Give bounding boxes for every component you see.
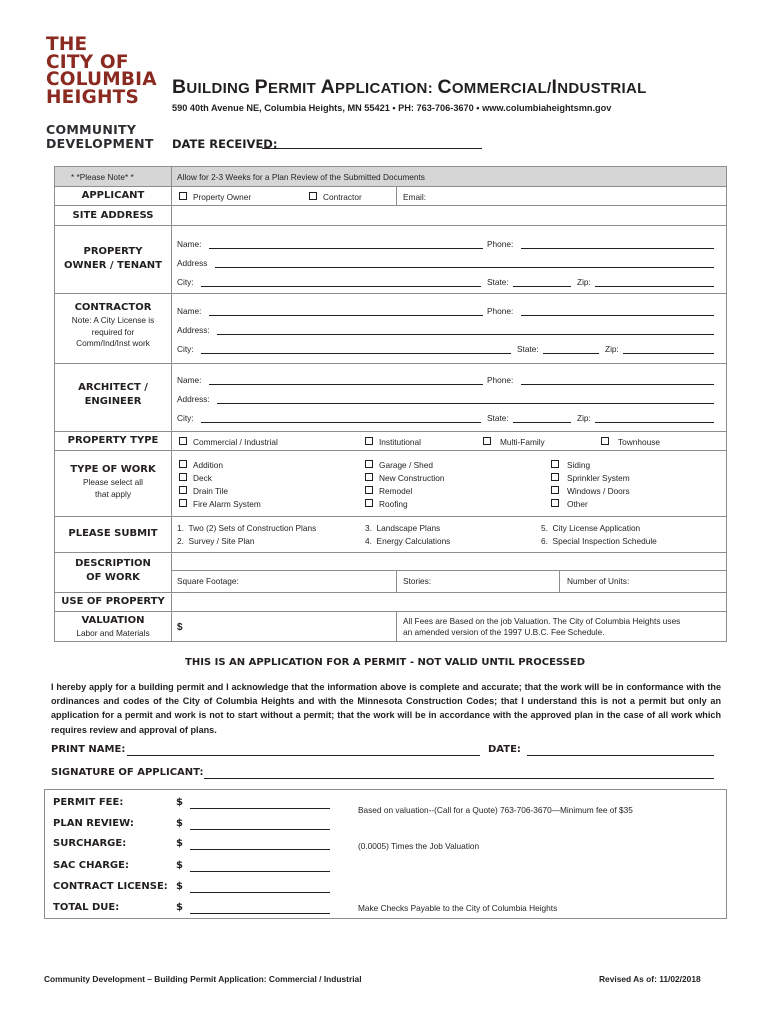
type-of-work-label: TYPE OF WORK Please select all that apply [70, 464, 156, 499]
architect-address-label: Address: [177, 394, 210, 404]
deck-checkbox[interactable] [179, 473, 187, 481]
use-of-property-label: USE OF PROPERTY [61, 596, 165, 607]
roofing-checkbox[interactable] [365, 499, 373, 507]
owner-zip-field[interactable] [595, 286, 714, 287]
architect-city-field[interactable] [201, 422, 481, 423]
addition-checkbox[interactable] [179, 460, 187, 468]
contractor-phone-label: Phone: [487, 306, 514, 316]
submit-item: 4. Energy Calculations [365, 536, 451, 546]
sprinkler-checkbox[interactable] [551, 473, 559, 481]
submit-item: 6. Special Inspection Schedule [541, 536, 657, 546]
fee-note: (0.0005) Times the Job Valuation [358, 841, 480, 851]
valuation-label: VALUATION Labor and Materials [76, 615, 150, 638]
submit-item: 3. Landscape Plans [365, 523, 441, 533]
siding-checkbox[interactable] [551, 460, 559, 468]
contractor-address-label: Address: [177, 325, 210, 335]
new-construction-checkbox[interactable] [365, 473, 373, 481]
review-note: Allow for 2-3 Weeks for a Plan Review of the Submitted Documents [177, 172, 425, 182]
contractor-option: Contractor [323, 192, 362, 202]
work-option: Windows / Doors [567, 486, 630, 496]
date-received-field[interactable] [262, 138, 482, 149]
garage-checkbox[interactable] [365, 460, 373, 468]
valuation-dollar: $ [177, 622, 183, 633]
fee-note: Based on valuation--(Call for a Quote) 763-706-3670—Minimum fee of $35 [358, 805, 633, 815]
commercial-checkbox[interactable] [179, 437, 187, 445]
please-note-label: * *Please Note* * [71, 172, 134, 182]
submit-item: 2. Survey / Site Plan [177, 536, 255, 546]
owner-city-field[interactable] [201, 286, 481, 287]
sac-charge-field[interactable] [190, 860, 330, 872]
valuation-note: All Fees are Based on the job Valuation. The City of Columbia Heights uses an amended version of the 1997 U.B.C. Fee Schedule. [403, 616, 681, 637]
contractor-state-field[interactable] [543, 353, 599, 354]
contractor-zip-label: Zip: [605, 344, 619, 354]
print-name-field[interactable] [127, 744, 480, 756]
work-option: Garage / Shed [379, 460, 433, 470]
fee-label: PLAN REVIEW: [53, 818, 134, 829]
dept-line: COMMUNITY [46, 122, 137, 137]
fee-label: PERMIT FEE: [53, 797, 124, 808]
architect-label: ARCHITECT / ENGINEER [78, 382, 148, 407]
drain-tile-checkbox[interactable] [179, 486, 187, 494]
architect-zip-field[interactable] [595, 422, 714, 423]
owner-state-field[interactable] [513, 286, 571, 287]
owner-address-label: Address [177, 258, 208, 268]
contractor-city-label: City: [177, 344, 194, 354]
work-option: Siding [567, 460, 591, 470]
page-title: BUILDING PERMIT APPLICATION: COMMERCIAL/INDUSTRIAL [172, 76, 647, 98]
stories-label: Stories: [403, 576, 432, 586]
work-option: Roofing [379, 499, 408, 509]
contractor-phone-field[interactable] [521, 315, 714, 316]
please-submit-label: PLEASE SUBMIT [68, 528, 158, 539]
applicant-label: APPLICANT [81, 190, 145, 201]
work-option: Remodel [379, 486, 413, 496]
applicant-statement: I hereby apply for a building permit and I acknowledge that the information above is complete and accurate; that the work will be in conformance with the ordinances and codes of the City of Columbia Heights and with the Minnesota Construction Codes; that I understand this is not a permit but only an application for a permit and work is not to start without a permit; that the work will be in accordance with the approved plan in the case of all work which requires review and approval of plans. [51, 682, 721, 735]
remodel-checkbox[interactable] [365, 486, 373, 494]
contact-line: 590 40th Avenue NE, Columbia Heights, MN 55421 • PH: 763-706-3670 • www.columbiaheightsmn.gov [172, 103, 612, 113]
fee-dollar: $ [176, 838, 183, 849]
architect-city-label: City: [177, 413, 194, 423]
commercial-option: Commercial / Industrial [193, 437, 278, 447]
date-label: DATE: [488, 744, 521, 755]
contractor-checkbox[interactable] [309, 192, 317, 200]
fee-dollar: $ [176, 818, 183, 829]
application-form [54, 166, 727, 642]
fee-label: SAC CHARGE: [53, 860, 129, 871]
logo-line: CITY OF [46, 51, 129, 73]
site-address-label: SITE ADDRESS [72, 210, 154, 221]
contract-license-field[interactable] [190, 881, 330, 893]
fee-dollar: $ [176, 860, 183, 871]
fee-label: TOTAL DUE: [53, 902, 120, 913]
fee-dollar: $ [176, 797, 183, 808]
contractor-label: CONTRACTOR Note: A City License is required for Comm/Ind/Inst work [71, 302, 155, 348]
other-checkbox[interactable] [551, 499, 559, 507]
print-name-label: PRINT NAME: [51, 744, 126, 755]
contractor-address-field[interactable] [217, 334, 714, 335]
square-footage-label: Square Footage: [177, 576, 239, 586]
submit-item: 1. Two (2) Sets of Construction Plans [177, 523, 317, 533]
units-label: Number of Units: [567, 576, 630, 586]
architect-address-field[interactable] [217, 403, 714, 404]
owner-address-field[interactable] [215, 267, 714, 268]
architect-state-field[interactable] [513, 422, 571, 423]
logo-line: COLUMBIA [46, 69, 157, 90]
architect-zip-label: Zip: [577, 413, 591, 423]
property-type-label: PROPERTY TYPE [67, 435, 159, 446]
townhouse-option: Townhouse [618, 437, 660, 447]
property-owner-checkbox[interactable] [179, 192, 187, 200]
logo-line: HEIGHTS [46, 86, 140, 108]
owner-state-label: State: [487, 277, 509, 287]
fire-alarm-checkbox[interactable] [179, 499, 187, 507]
permit-fee-field[interactable] [190, 797, 330, 809]
fee-label: SURCHARGE: [53, 838, 127, 849]
work-option: Deck [193, 473, 212, 483]
fees-box [44, 789, 727, 919]
work-option: Sprinkler System [567, 473, 630, 483]
contractor-name-field[interactable] [209, 315, 483, 316]
fee-note: Make Checks Payable to the City of Columbia Heights [358, 903, 558, 913]
fee-label: CONTRACT LICENSE: [53, 881, 168, 892]
plan-review-field[interactable] [190, 818, 330, 830]
owner-name-label: Name: [177, 239, 202, 249]
townhouse-checkbox[interactable] [601, 437, 609, 445]
surcharge-field[interactable] [190, 838, 330, 850]
footer-left: Community Development – Building Permit Application: Commercial / Industrial [44, 974, 362, 984]
work-option: Drain Tile [193, 486, 229, 496]
work-option: Fire Alarm System [193, 499, 261, 509]
contractor-zip-field[interactable] [623, 353, 714, 354]
architect-phone-field[interactable] [521, 384, 714, 385]
description-label: DESCRIPTION OF WORK [75, 558, 151, 583]
submit-item: 5. City License Application [541, 523, 641, 533]
signature-label: SIGNATURE OF APPLICANT: [51, 767, 204, 778]
contractor-city-field[interactable] [201, 353, 511, 354]
date-field[interactable] [527, 744, 714, 756]
logo-line: THE [46, 34, 88, 55]
owner-city-label: City: [177, 277, 194, 287]
multi-family-option: Multi-Family [500, 437, 545, 447]
email-label: Email: [403, 192, 427, 202]
work-option: Other [567, 499, 588, 509]
multi-family-checkbox[interactable] [483, 437, 491, 445]
architect-state-label: State: [487, 413, 509, 423]
owner-zip-label: Zip: [577, 277, 591, 287]
owner-label: PROPERTY OWNER / TENANT [64, 246, 162, 271]
signature-field[interactable] [204, 767, 714, 779]
owner-phone-label: Phone: [487, 239, 514, 249]
city-logo [46, 36, 157, 106]
windows-doors-checkbox[interactable] [551, 486, 559, 494]
work-option: New Construction [379, 473, 445, 483]
fee-dollar: $ [176, 881, 183, 892]
contractor-name-label: Name: [177, 306, 202, 316]
architect-phone-label: Phone: [487, 375, 514, 385]
footer-right: Revised As of: 11/02/2018 [599, 974, 701, 984]
architect-name-field[interactable] [209, 384, 483, 385]
application-heading: THIS IS AN APPLICATION FOR A PERMIT - NOT VALID UNTIL PROCESSED [185, 657, 585, 668]
owner-phone-field[interactable] [521, 248, 714, 249]
fee-dollar: $ [176, 902, 183, 913]
owner-name-field[interactable] [209, 248, 483, 249]
department-logo [46, 123, 154, 150]
work-option: Addition [193, 460, 223, 470]
date-received-label: DATE RECEIVED: [172, 137, 278, 151]
dept-line: DEVELOPMENT [46, 135, 154, 151]
institutional-option: Institutional [379, 437, 421, 447]
institutional-checkbox[interactable] [365, 437, 373, 445]
total-due-field[interactable] [190, 902, 330, 914]
contractor-state-label: State: [517, 344, 539, 354]
property-owner-option: Property Owner [193, 192, 252, 202]
architect-name-label: Name: [177, 375, 202, 385]
